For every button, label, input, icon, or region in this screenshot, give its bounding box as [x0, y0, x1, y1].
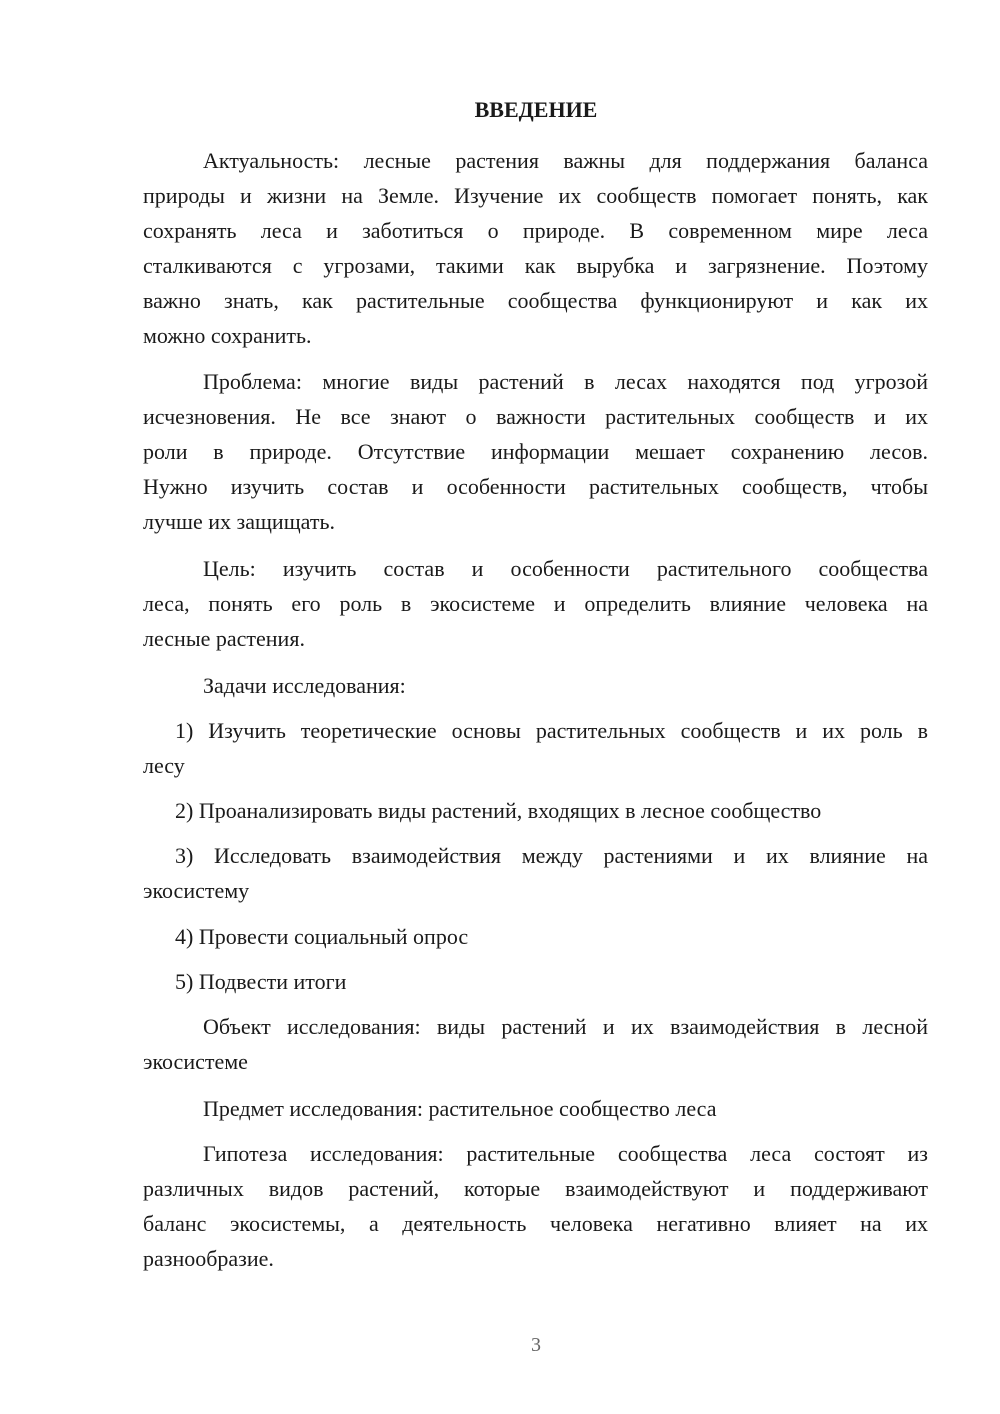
- paragraph: [143, 143, 928, 353]
- text-line: природы и жизни на Земле. Изучение их сообществ помогает понять, как: [143, 183, 928, 208]
- text-line: 5) Подвести итоги: [175, 969, 347, 994]
- text-line: Нужно изучить состав и особенности растительных сообществ, чтобы: [143, 474, 928, 499]
- text-line: различных видов растений, которые взаимодействуют и поддерживают: [143, 1176, 928, 1201]
- text-line: экосистеме: [143, 1049, 248, 1074]
- text-line: Гипотеза исследования: растительные сообщества леса состоят из: [203, 1141, 928, 1166]
- paragraph: [143, 668, 928, 703]
- task-list-item: [143, 838, 928, 908]
- text-line: лучше их защищать.: [143, 509, 335, 534]
- text-line: разнообразие.: [143, 1246, 274, 1271]
- text-line: сталкиваются с угрозами, такими как вырубка и загрязнение. Поэтому: [143, 253, 928, 278]
- text-line: исчезновения. Не все знают о важности растительных сообществ и их: [143, 404, 928, 429]
- paragraph: [143, 1136, 928, 1276]
- text-line: можно сохранить.: [143, 323, 312, 348]
- text-line: баланс экосистемы, а деятельность человека негативно влияет на их: [143, 1211, 928, 1236]
- text-line: Объект исследования: виды растений и их взаимодействия в лесной: [203, 1014, 928, 1039]
- text-line: важно знать, как растительные сообщества функционируют и как их: [143, 288, 928, 313]
- paragraph: [143, 1009, 928, 1079]
- section-title: ВВЕДЕНИЕ: [474, 97, 598, 122]
- text-line: сохранять леса и заботиться о природе. В современном мире леса: [143, 218, 928, 243]
- text-line: Актуальность: лесные растения важны для поддержания баланса: [203, 148, 928, 173]
- text-line: Задачи исследования:: [203, 673, 406, 698]
- text-line: лесу: [143, 753, 185, 778]
- text-line: лесные растения.: [143, 626, 305, 651]
- text-line: Цель: изучить состав и особенности растительного сообщества: [203, 556, 928, 581]
- paragraph: [143, 364, 928, 539]
- task-list-item: [143, 964, 928, 999]
- paragraph: [143, 551, 928, 656]
- text-line: 2) Проанализировать виды растений, входящих в лесное сообщество: [175, 798, 822, 823]
- task-list-item: [143, 793, 928, 828]
- text-line: 4) Провести социальный опрос: [175, 924, 469, 949]
- task-list-item: [143, 919, 928, 954]
- text-line: экосистему: [143, 878, 250, 903]
- text-line: 3) Исследовать взаимодействия между растениями и их влияние на: [175, 843, 928, 868]
- text-line: 1) Изучить теоретические основы растительных сообществ и их роль в: [175, 718, 928, 743]
- text-line: Предмет исследования: растительное сообщество леса: [203, 1096, 717, 1121]
- text-line: Проблема: многие виды растений в лесах находятся под угрозой: [203, 369, 928, 394]
- page-number: 3: [531, 1334, 541, 1356]
- text-line: роли в природе. Отсутствие информации мешает сохранению лесов.: [143, 439, 928, 464]
- task-list-item: [143, 713, 928, 783]
- text-line: леса, понять его роль в экосистеме и определить влияние человека на: [143, 591, 928, 616]
- paragraph: [143, 1091, 928, 1126]
